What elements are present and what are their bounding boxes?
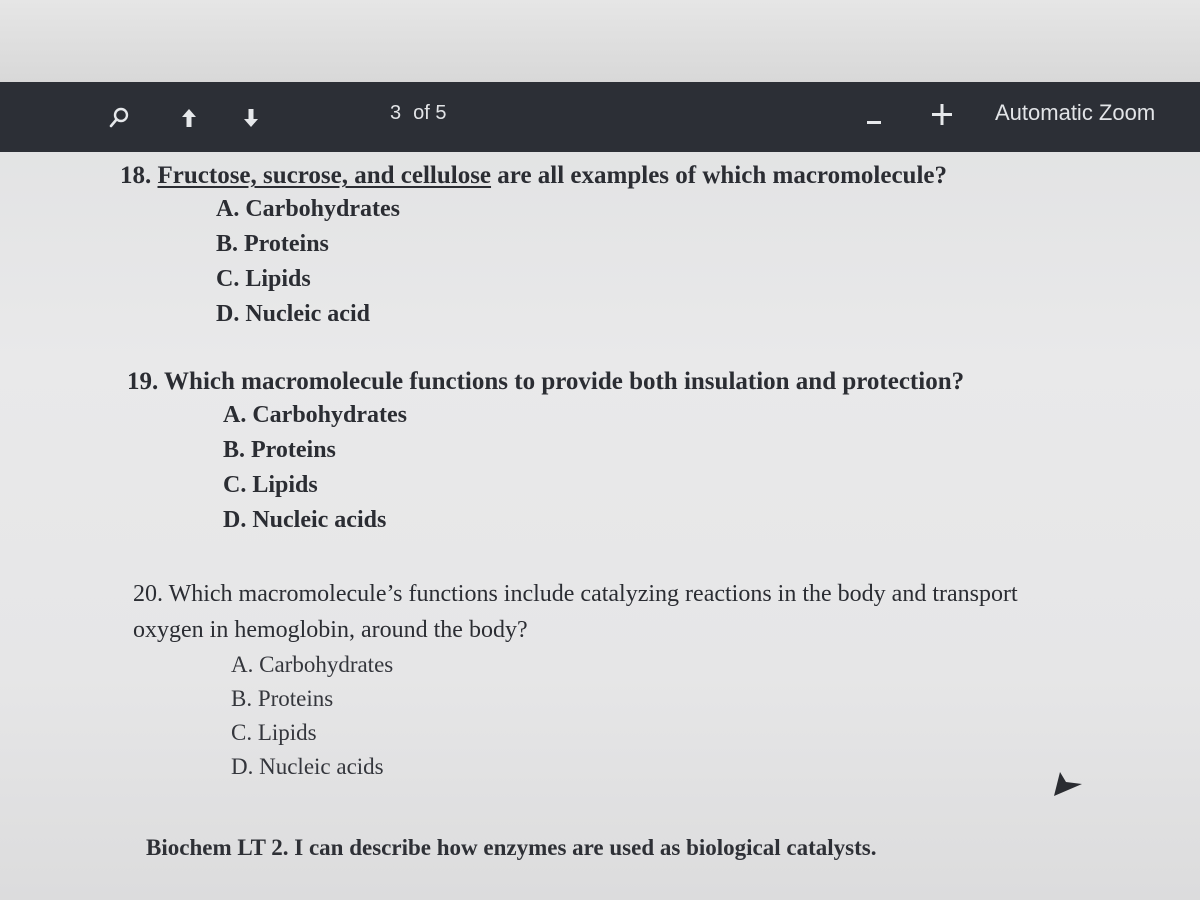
page-total-label: of 5 [413, 102, 447, 124]
option-c: C. Lipids [231, 720, 317, 745]
options-list [216, 192, 947, 332]
plus-icon[interactable] [928, 100, 958, 130]
document-page [0, 152, 1200, 900]
question-stem: 19. Which macromolecule functions to provide both insulation and protection? [127, 368, 965, 395]
option-b: B. Proteins [223, 437, 336, 463]
option-d: D. Nucleic acids [223, 507, 387, 533]
option-a: A. Carbohydrates [216, 196, 400, 222]
zoom-select[interactable]: Automatic Zoom [995, 100, 1156, 125]
option-b: B. Proteins [216, 231, 329, 257]
option-d: D. Nucleic acid [216, 301, 370, 327]
option-b: B. Proteins [231, 686, 334, 711]
question-20 [133, 576, 1018, 784]
options-list [223, 398, 964, 538]
page-number-input[interactable]: 3 [390, 102, 402, 124]
arrow-up-icon[interactable] [176, 105, 202, 131]
question-stem-rest: are all examples of which macromolecule? [491, 162, 947, 189]
question-stem-line-1: 20. Which macromolecule’s functions include catalyzing reactions in the body and transport [133, 581, 1018, 607]
option-d: D. Nucleic acids [231, 754, 384, 779]
question-stem [133, 576, 1018, 648]
question-number: 18. [120, 162, 158, 189]
page-indicator [390, 102, 446, 125]
search-icon[interactable] [106, 105, 132, 131]
option-a: A. Carbohydrates [231, 652, 394, 677]
options-list [231, 648, 1018, 784]
arrow-down-icon[interactable] [238, 105, 264, 131]
question-stem [120, 162, 947, 190]
question-18 [120, 162, 947, 332]
learning-target-note: Biochem LT 2. I can describe how enzymes are used as biological catalysts. [146, 835, 877, 860]
option-c: C. Lipids [216, 266, 311, 292]
question-stem-line-2: oxygen in hemoglobin, around the body? [133, 617, 528, 643]
option-a: A. Carbohydrates [223, 402, 407, 428]
option-c: C. Lipids [223, 472, 318, 498]
pdf-toolbar [0, 82, 1200, 152]
question-19 [127, 368, 964, 538]
question-stem-underlined: Fructose, sucrose, and cellulose [157, 162, 492, 189]
screen-bezel [0, 0, 1200, 82]
mouse-cursor-icon [1052, 770, 1086, 800]
minus-icon[interactable] [860, 102, 890, 128]
